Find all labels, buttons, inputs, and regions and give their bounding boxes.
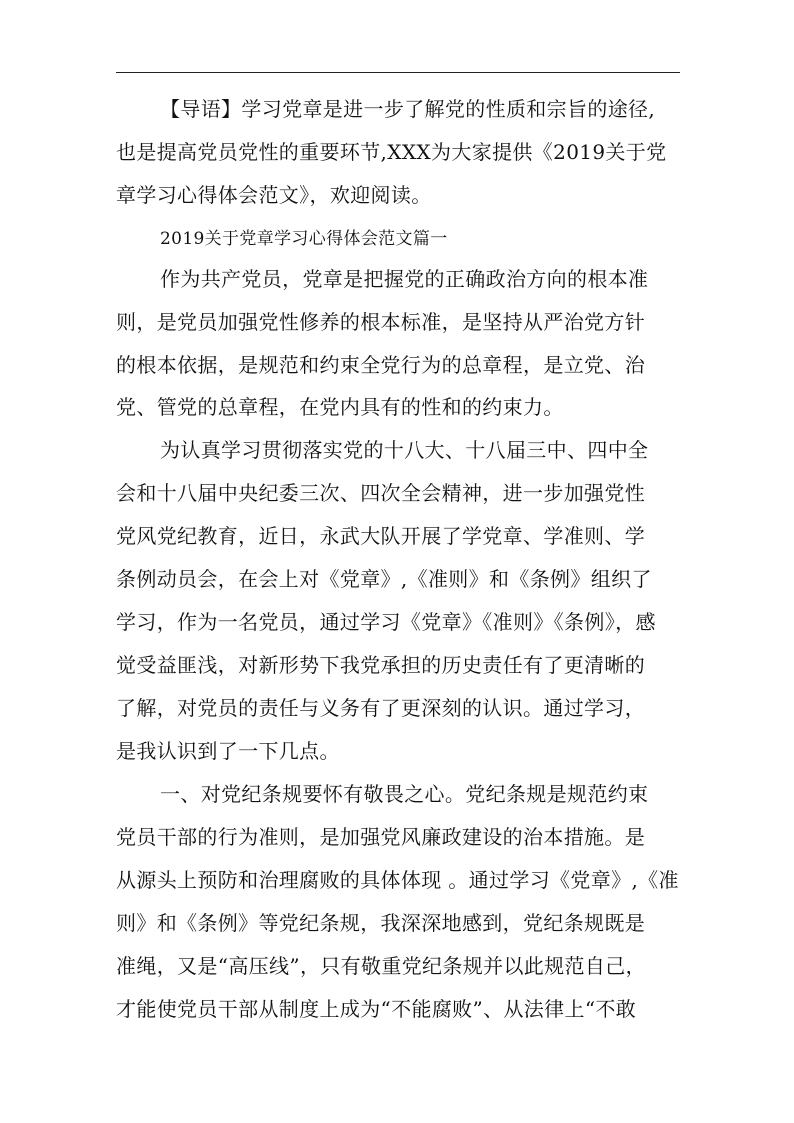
- intro-line: 也是提高党员党性的重要环节,XXX为大家提供《2019关于党: [116, 140, 667, 164]
- paragraph-line: 为认真学习贯彻落实党的十八大、十八届三中、四中全: [160, 438, 649, 462]
- paragraph-line: 党、管党的总章程，在党内具有的性和的约束力。: [116, 395, 564, 419]
- section-title: 2019关于党章学习心得体会范文篇一: [160, 229, 448, 249]
- paragraph-line: 准绳，又是“高压线”，只有敬重党纪条规并以此规范自己，: [116, 954, 646, 978]
- intro-line: 【导语】学习党章是进一步了解党的性质和宗旨的途径,: [160, 97, 656, 121]
- paragraph-line: 一、对党纪条规要怀有敬畏之心。党纪条规是规范约束: [160, 782, 649, 806]
- paragraph-line: 条例动员会，在会上对《党章》,《准则》和《条例》组织了: [116, 567, 652, 591]
- paragraph-line: 则》和《条例》等党纪条规，我深深地感到，党纪条规既是: [116, 911, 646, 935]
- paragraph-line: 才能使党员干部从制度上成为“不能腐败”、从法律上“不敢: [116, 997, 637, 1021]
- paragraph-line: 则，是党员加强党性修养的根本标准，是坚持从严治党方针: [116, 310, 646, 334]
- header-rule: [116, 72, 680, 73]
- intro-line: 章学习心得体会范文》，欢迎阅读。: [116, 183, 432, 207]
- paragraph-line: 了解，对党员的责任与义务有了更深刻的认识。通过学习，: [116, 696, 646, 720]
- paragraph-line: 从源头上预防和治理腐败的具体体现 。通过学习《党章》,《准: [116, 868, 679, 892]
- paragraph-line: 学习，作为一名党员，通过学习《党章》《准则》《条例》，感: [116, 610, 656, 634]
- paragraph-line: 觉受益匪浅，对新形势下我党承担的历史责任有了更清晰的: [116, 653, 646, 677]
- paragraph-line: 作为共产党员，党章是把握党的正确政治方向的根本准: [160, 267, 649, 291]
- paragraph-line: 党风党纪教育，近日，永武大队开展了学党章、学准则、学: [116, 524, 646, 548]
- paragraph-line: 是我认识到了一下几点。: [116, 739, 340, 763]
- paragraph-line: 会和十八届中央纪委三次、四次全会精神，进一步加强党性: [116, 481, 646, 505]
- paragraph-line: 党员干部的行为准则，是加强党风廉政建设的治本措施。是: [116, 825, 646, 849]
- paragraph-line: 的根本依据，是规范和约束全党行为的总章程，是立党、治: [116, 353, 646, 377]
